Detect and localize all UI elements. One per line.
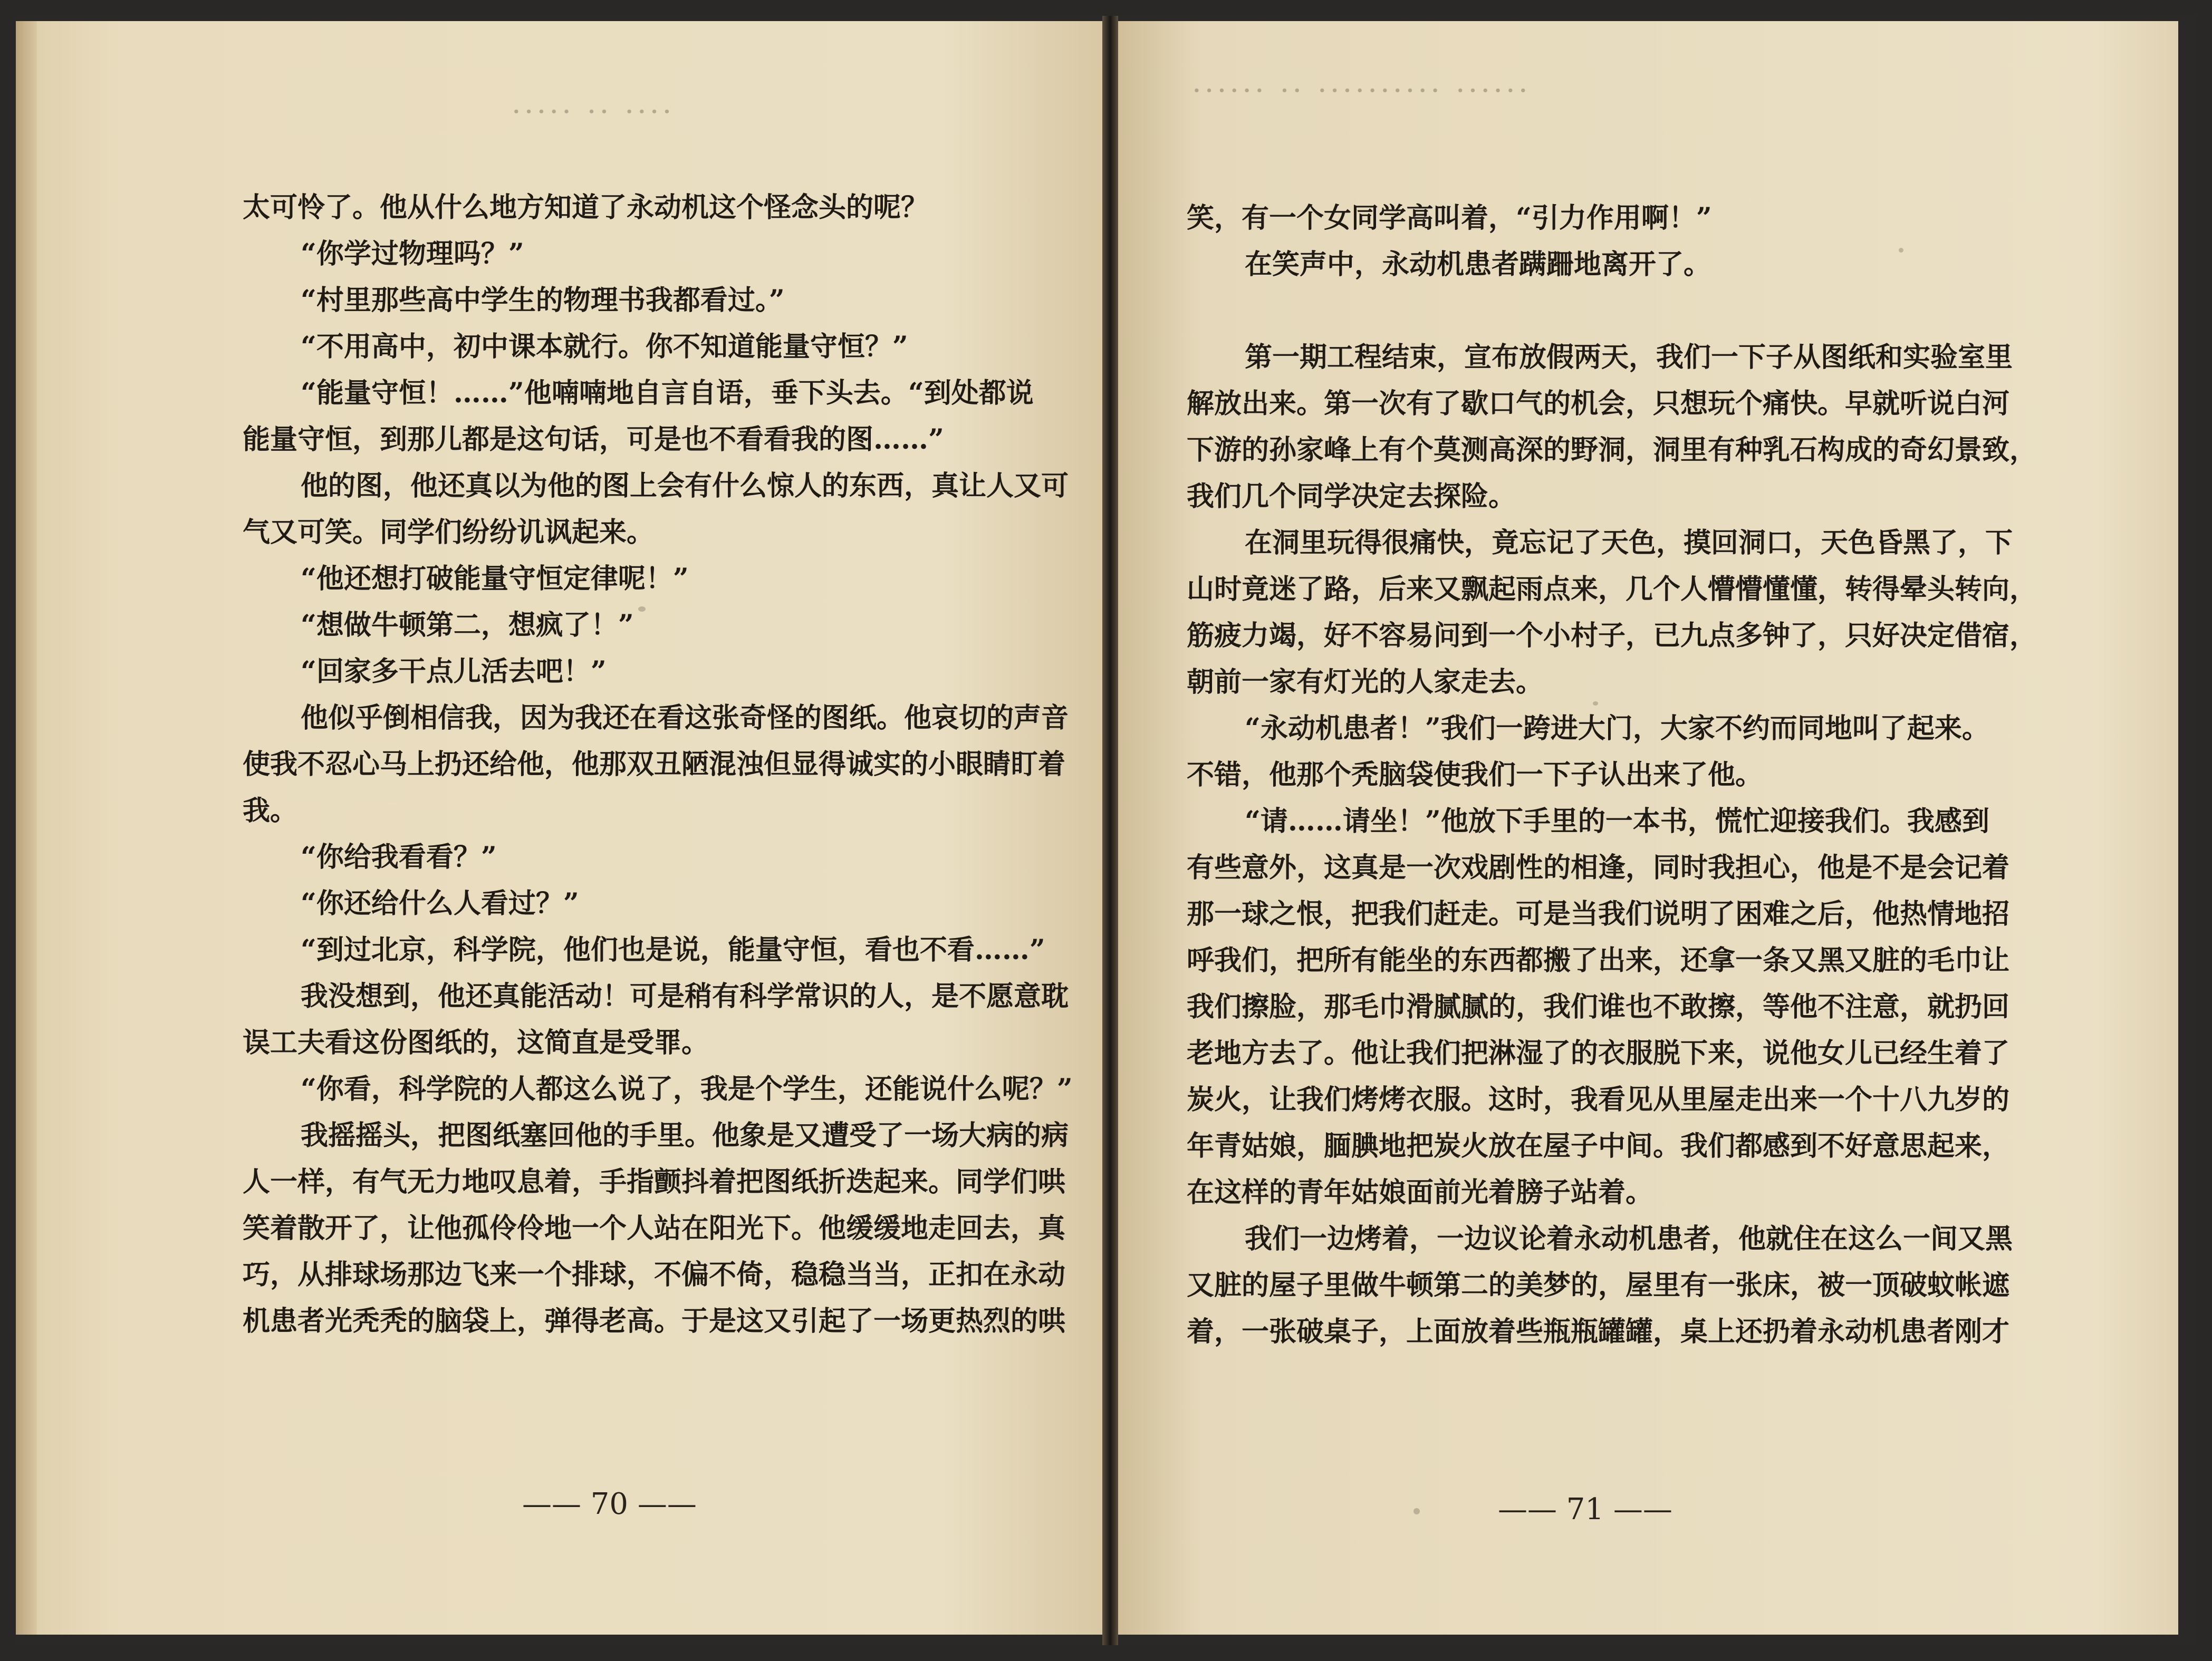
text-line: 第一期工程结束，宣布放假两天，我们一下子从图纸和实验室里 — [1245, 341, 2013, 373]
text-line: 笑着散开了，让他孤伶伶地一个人站在阳光下。他缓缓地走回去，真 — [243, 1212, 1066, 1244]
paper-speck — [1413, 1508, 1420, 1514]
right-page-number: —— 71 —— — [1498, 1492, 1672, 1527]
text-line: “村里那些高中学生的物理书我都看过。” — [301, 284, 785, 316]
text-line: 机患者光秃秃的脑袋上，弹得老高。于是这又引起了一场更热烈的哄 — [243, 1305, 1066, 1337]
text-line: “不用高中，初中课本就行。你不知道能量守恒？” — [301, 331, 908, 363]
text-line: 着，一张破桌子，上面放着些瓶瓶罐罐，桌上还扔着永动机患者刚才 — [1187, 1316, 2010, 1348]
text-line: 我们擦脸，那毛巾滑腻腻的，我们谁也不敢擦，等他不注意，就扔回 — [1187, 991, 2010, 1023]
text-line — [1187, 288, 2136, 334]
text-line: 解放出来。第一次有了歇口气的机会，只想玩个痛快。早就听说白河 — [1187, 388, 2010, 420]
text-line: 那一球之恨，把我们赶走。可是当我们说明了困难之后，他热情地招 — [1187, 898, 2010, 930]
text-line: 太可怜了。他从什么地方知道了永动机这个怪念头的呢？ — [243, 191, 929, 224]
text-line: “你看，科学院的人都这么说了，我是个学生，还能说什么呢？” — [301, 1073, 1073, 1105]
text-line: 笑，有一个女同学高叫着，“引力作用啊！” — [1187, 202, 1712, 234]
text-line: 在这样的青年姑娘面前光着膀子站着。 — [1187, 1176, 1653, 1209]
text-line: “他还想打破能量守恒定律呢！” — [301, 563, 689, 595]
text-line: 下游的孙家峰上有个莫测高深的野洞，洞里有种乳石构成的奇幻景致， — [1187, 434, 2037, 466]
text-line: 炭火，让我们烤烤衣服。这时，我看见从里屋走出来一个十八九岁的 — [1187, 1084, 2010, 1116]
text-line: 呼我们，把所有能坐的东西都搬了出来，还拿一条又黑又脏的毛巾让 — [1187, 944, 2010, 977]
text-line: “你给我看看？” — [301, 841, 497, 873]
text-line: 筋疲力竭，好不容易问到一个小村子，已九点多钟了，只好决定借宿， — [1187, 620, 2037, 652]
text-line: 我。 — [243, 795, 298, 827]
text-line: 又脏的屋子里做牛顿第二的美梦的，屋里有一张床，被一顶破蚊帐遮 — [1187, 1269, 2010, 1301]
text-line: 能量守恒，到那儿都是这句话，可是也不看看我的图……” — [243, 423, 944, 456]
text-line: 不错，他那个秃脑袋使我们一下子认出来了他。 — [1187, 759, 1763, 791]
text-line: “你还给什么人看过？” — [301, 887, 579, 920]
text-line: 人一样，有气无力地叹息着，手指颤抖着把图纸折迭起来。同学们哄 — [243, 1166, 1066, 1198]
text-line: “回家多干点儿活去吧！” — [301, 655, 607, 688]
text-line: 他的图，他还真以为他的图上会有什么惊人的东西，真让人又可 — [301, 470, 1069, 502]
paper-speck — [1899, 248, 1903, 253]
left-body-text — [243, 185, 1102, 1345]
book-gutter — [1102, 16, 1118, 1645]
left-page — [37, 21, 1102, 1635]
right-page — [1118, 21, 2178, 1635]
text-line: 在洞里玩得很痛快，竟忘记了天色，摸回洞口，天色昏黑了，下 — [1245, 527, 2013, 559]
text-line: 我们一边烤着，一边议论着永动机患者，他就住在这么一间又黑 — [1245, 1223, 2013, 1255]
text-line: “永动机患者！”我们一跨进大门，大家不约而同地叫了起来。 — [1245, 712, 1989, 745]
text-line: “能量守恒！……”他喃喃地自言自语，垂下头去。“到处都说 — [301, 377, 1034, 409]
right-body-text — [1187, 195, 2136, 1355]
text-line: “想做牛顿第二，想疯了！” — [301, 609, 634, 641]
text-line: 在笑声中，永动机患者蹒跚地离开了。 — [1245, 248, 1711, 281]
text-line: 我摇摇头，把图纸塞回他的手里。他象是又遭受了一场大病的病 — [301, 1119, 1069, 1152]
text-line: 气又可笑。同学们纷纷讥讽起来。 — [243, 516, 655, 548]
text-line: 我没想到，他还真能活动！可是稍有科学常识的人，是不愿意耽 — [301, 980, 1069, 1012]
text-line: 误工夫看这份图纸的，这简直是受罪。 — [243, 1027, 709, 1059]
text-line: 他似乎倒相信我，因为我还在看这张奇怪的图纸。他哀切的声音 — [301, 702, 1069, 734]
text-line: 老地方去了。他让我们把淋湿了的衣服脱下来，说他女儿已经生着了 — [1187, 1037, 2010, 1069]
text-line: “到过北京，科学院，他们也是说，能量守恒，看也不看……” — [301, 934, 1045, 966]
text-line: 朝前一家有灯光的人家走去。 — [1187, 666, 1544, 698]
page-stack-edge — [16, 21, 37, 1635]
text-line: 有些意外，这真是一次戏剧性的相逢，同时我担心，他是不是会记着 — [1187, 852, 2010, 884]
text-line: 山时竟迷了路，后来又飘起雨点来，几个人懵懵懂懂，转得晕头转向， — [1187, 573, 2037, 605]
text-line: 巧，从排球场那边飞来一个排球，不偏不倚，稳稳当当，正扣在永动 — [243, 1259, 1066, 1291]
paper-speck — [1593, 701, 1598, 706]
text-line: 年青姑娘，腼腆地把炭火放在屋子中间。我们都感到不好意思起来， — [1187, 1130, 2010, 1162]
text-line: “你学过物理吗？” — [301, 238, 524, 270]
left-running-header: ····· ·· ···· — [512, 95, 675, 129]
paper-speck — [638, 606, 646, 612]
left-page-number: —— 70 —— — [522, 1487, 697, 1521]
text-line: 我们几个同学决定去探险。 — [1187, 480, 1516, 513]
text-line: “请……请坐！”他放下手里的一本书，慌忙迎接我们。我感到 — [1245, 805, 1989, 837]
right-running-header: ······ ·· ·········· ······ — [1192, 74, 1531, 108]
text-line: 使我不忍心马上扔还给他，他那双丑陋混浊但显得诚实的小眼睛盯着 — [243, 748, 1066, 780]
